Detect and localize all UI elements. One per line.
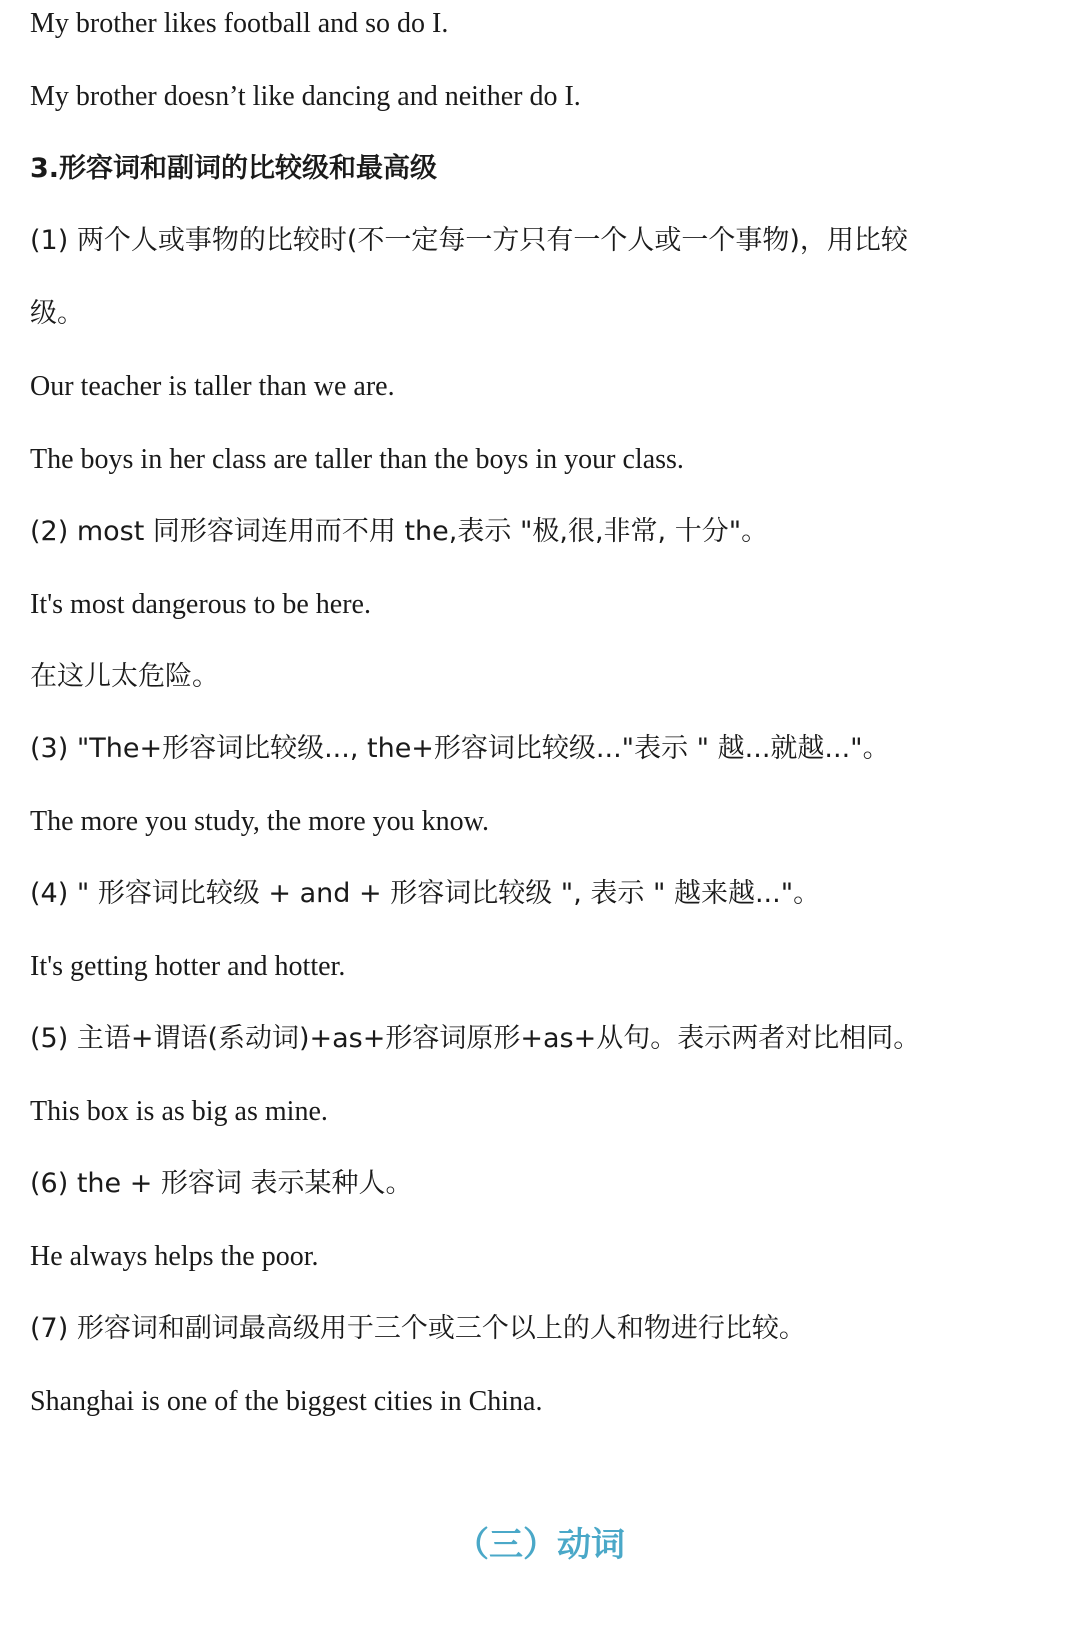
example-sentence-so-do-i: My brother likes football and so do I. [30,8,449,39]
rule-1-continuation: 级。 [30,298,84,329]
rule-2-text: (2) most 同形容词连用而不用 the,表示 "极,很,非常, 十分"。 [30,516,769,547]
example-sentence-more-you-study: The more you study, the more you know. [30,806,490,837]
example-sentence-most-dangerous: It's most dangerous to be here. [30,589,371,620]
example-sentence-teacher-taller: Our teacher is taller than we are. [30,371,395,402]
section-subheading-comparatives: 3.形容词和副词的比较级和最高级 [30,153,438,184]
rule-3-text: (3) "The+形容词比较级..., the+形容词比较级..."表示 " 越...就越..."。 [30,733,890,764]
rule-5-text: (5) 主语+谓语(系动词)+as+形容词原形+as+从句。表示两者对比相同。 [30,1023,921,1054]
section-heading-verbs: （三）动词 [455,1525,625,1565]
rule-4-text: (4) " 形容词比较级 + and + 形容词比较级 ", 表示 " 越来越..."。 [30,878,821,909]
example-sentence-hotter: It's getting hotter and hotter. [30,951,346,982]
example-sentence-helps-poor: He always helps the poor. [30,1241,319,1272]
example-sentence-as-big-as: This box is as big as mine. [30,1096,328,1127]
example-sentence-neither-do-i: My brother doesn’t like dancing and neither do I. [30,81,581,112]
example-sentence-boys-taller: The boys in her class are taller than the boys in your class. [30,444,684,475]
example-translation-dangerous: 在这儿太危险。 [30,661,219,692]
rule-7-text: (7) 形容词和副词最高级用于三个或三个以上的人和物进行比较。 [30,1313,806,1344]
rule-6-text: (6) the + 形容词 表示某种人。 [30,1168,413,1199]
rule-1-text: (1) 两个人或事物的比较时(不一定每一方只有一个人或一个事物)，用比较 [30,225,908,256]
example-sentence-shanghai: Shanghai is one of the biggest cities in China. [30,1386,543,1417]
